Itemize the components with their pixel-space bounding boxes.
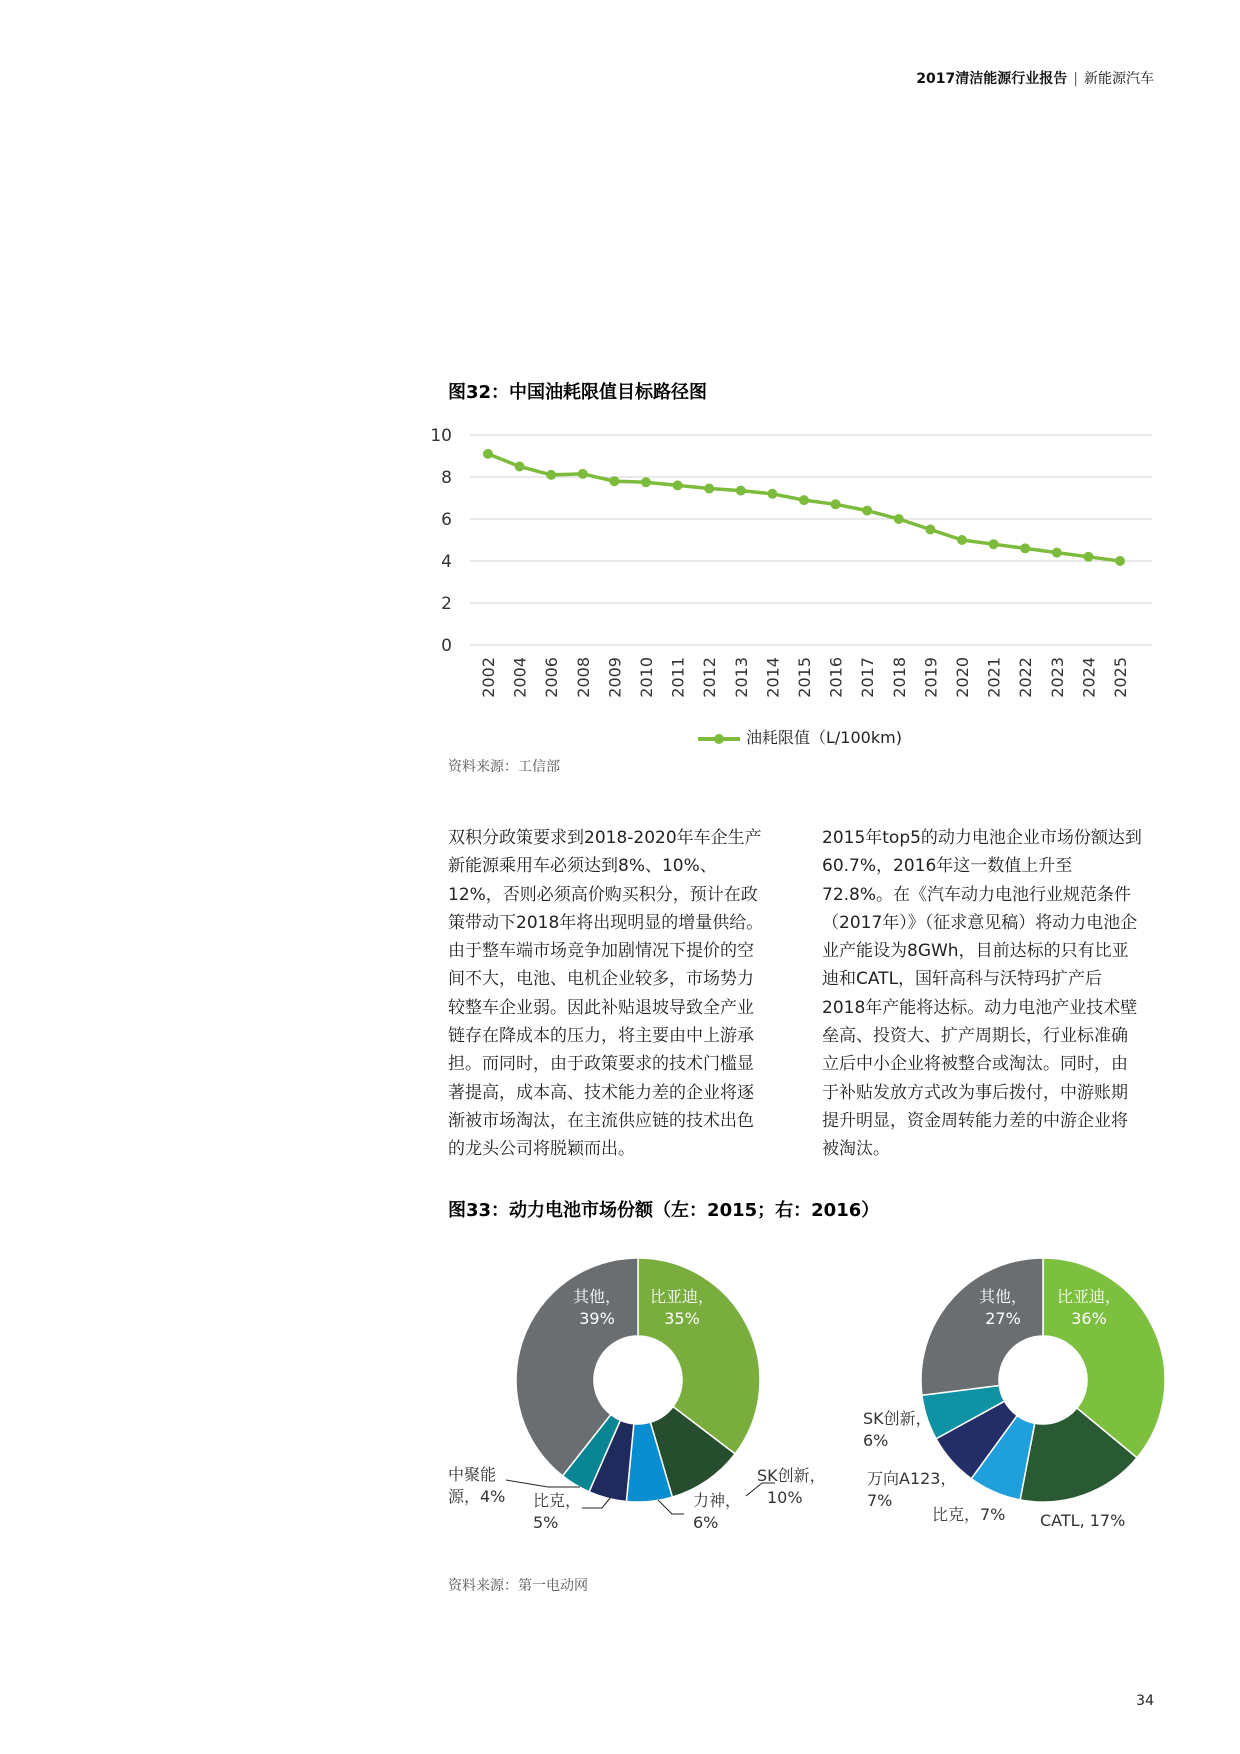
paragraph-right: 2015年top5的动力电池企业市场份额达到60.7%，2016年这一数值上升至72.8%。在《汽车动力电池行业规范条件（2017年）》（征求意见稿）将动力电池企业产能设为8GWh，目前达标的只有比亚迪和CATL，国轩高科与沃特玛扩产后2018年产能将达标。动力电池产业技术壁垒高、投资大、扩产周期长，行业标准确立后中小企业将被整合或淘汰。同时，由于补贴发放方式改为事后拨付，中游账期提升明显，资金周转能力差的中游企业将被淘汰。	[822, 828, 1142, 1160]
leader-zhongju-2015	[506, 1480, 580, 1487]
label-2015-lishen: 力神， 6%	[693, 1491, 742, 1532]
x-tick-label: 2015	[795, 657, 814, 698]
report-section: 新能源汽车	[1084, 71, 1154, 87]
x-tick-label: 2008	[573, 657, 593, 698]
x-tick-label: 2012	[700, 657, 720, 698]
x-tick-label: 2011	[668, 657, 688, 698]
label-2016-bike: 比克，7%	[932, 1505, 1006, 1524]
leader-bike-2015	[582, 1497, 611, 1508]
label-2016-byd: 比亚迪， 36%	[1057, 1287, 1122, 1328]
label-2015-zhongju: 中聚能 源，4%	[448, 1465, 506, 1506]
x-tick-label: 2022	[1016, 657, 1036, 698]
x-tick-label: 2018	[889, 657, 909, 698]
y-tick-label: 6	[441, 510, 452, 530]
x-tick-label: 2010	[637, 657, 656, 698]
x-tick-label: 2023	[1047, 657, 1067, 698]
y-tick-label: 8	[441, 468, 452, 488]
paragraph-left: 双积分政策要求到2018-2020年车企生产新能源乘用车必须达到8%、10%、12%，否则必须高价购买积分，预计在政策带动下2018年将出现明显的增量供给。由于整车端市场竞争加剧情况下提价的空间不大，电池、电机企业较多，市场势力较整车企业弱。因此补贴退坡导致全产业链存在降成本的压力，将主要由中上游承担。而同时，由于政策要求的技术门槛显著提高，成本高、技术能力差的企业将逐渐被市场淘汰，在主流供应链的技术出色的龙头公司将脱颖而出。	[448, 828, 764, 1160]
label-2015-byd: 比亚迪， 35%	[650, 1287, 715, 1328]
x-tick-label: 2020	[953, 657, 972, 698]
x-tick-label: 2021	[984, 657, 1004, 698]
y-tick-label: 2	[441, 594, 452, 614]
label-2016-sk: SK创新， 6%	[863, 1409, 932, 1450]
label-2015-sk: SK创新， 10%	[757, 1466, 826, 1507]
figure33-source: 资料来源：第一电动网	[448, 1578, 588, 1594]
x-tick-label: 2024	[1079, 657, 1099, 698]
legend-label: 油耗限值（L/100km)	[746, 728, 902, 747]
figure33-title: 图33：动力电池市场份额（左：2015；右：2016）	[448, 1200, 880, 1221]
label-2015-other: 其他， 39%	[573, 1287, 622, 1328]
label-2016-other: 其他， 27%	[979, 1287, 1028, 1328]
figure32-source: 资料来源：工信部	[448, 759, 560, 775]
x-tick-label: 2014	[763, 657, 783, 698]
label-2016-a123: 万向A123， 7%	[867, 1469, 957, 1510]
label-2016-catl: CATL, 17%	[1040, 1511, 1126, 1530]
x-tick-label: 2013	[731, 657, 751, 698]
leader-lishen-2015	[658, 1500, 684, 1514]
label-2015-bike: 比克， 5%	[533, 1491, 582, 1532]
y-tick-label: 10	[430, 426, 452, 446]
x-tick-label: 2019	[921, 657, 941, 698]
y-tick-label: 0	[441, 636, 452, 656]
figure32-title: 图32：中国油耗限值目标路径图	[448, 382, 708, 403]
x-tick-label: 2002	[479, 657, 498, 698]
report-title: 2017清洁能源行业报告	[916, 71, 1068, 87]
y-tick-label: 4	[441, 552, 452, 572]
header-separator: |	[1073, 71, 1078, 87]
x-tick-label: 2009	[605, 657, 625, 698]
x-tick-label: 2025	[1111, 657, 1130, 698]
x-tick-label: 2006	[542, 657, 562, 698]
x-tick-label: 2017	[858, 657, 878, 698]
x-tick-label: 2016	[826, 657, 846, 698]
x-tick-label: 2004	[510, 657, 530, 698]
page-number: 34	[1136, 1693, 1154, 1709]
